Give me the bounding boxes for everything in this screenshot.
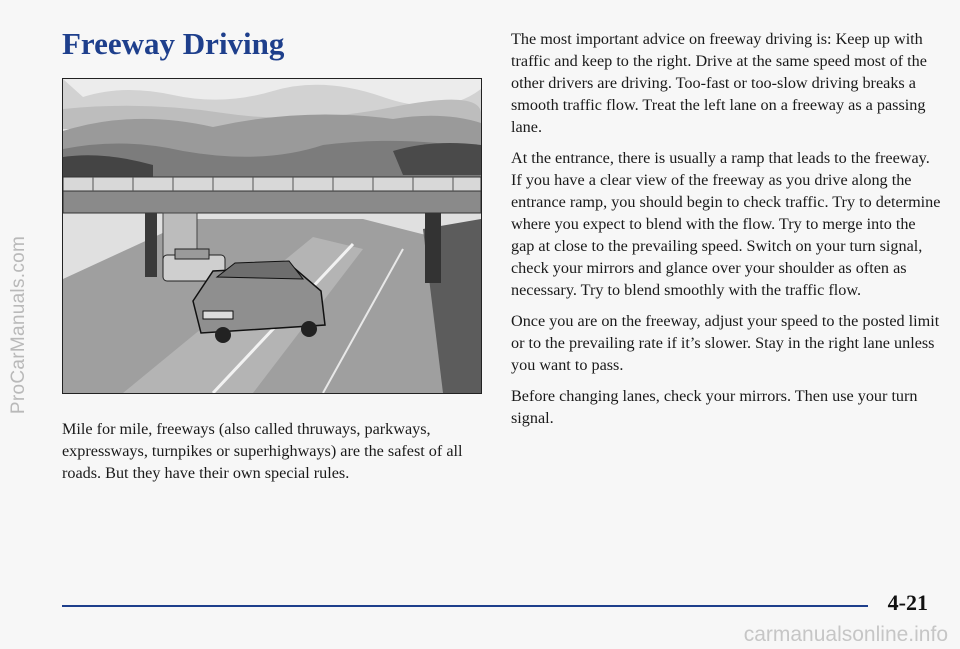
pillar-left [145, 213, 157, 277]
car-near-wheel-left [215, 327, 231, 343]
side-watermark [2, 0, 36, 649]
paragraph-lanes: Before changing lanes, check your mirrors. Then use your turn signal. [511, 387, 918, 427]
right-trees [393, 143, 481, 175]
footer-rule [62, 605, 868, 607]
bridge-railing [63, 177, 481, 191]
car-far-roof [175, 249, 209, 259]
freeway-drawing [63, 79, 481, 393]
freeway-illustration [62, 78, 482, 394]
side-watermark-text: ProCarManuals.com [8, 235, 29, 414]
paragraph-traffic: The most important advice on freeway driving is: Keep up with traffic and keep to the right. Drive at the same speed most of the other drivers are driving. Too-fast or too-slow driving breaks a smooth traffic flow. Treat the left lane on a freeway as a passing lane. [511, 30, 927, 136]
car-near-wheel-right [301, 321, 317, 337]
bridge-deck [63, 191, 481, 213]
pillar-right [425, 213, 441, 283]
car-near-taillight [203, 311, 233, 319]
intro-paragraph: Mile for mile, freeways (also called thruways, parkways, expressways, turnpikes or superhighways) are the safest of all roads. But they have their own special rules. [62, 420, 463, 482]
bottom-watermark: carmanualsonline.info [743, 623, 948, 646]
page-number: 4-21 [887, 590, 928, 615]
paragraph-entrance: At the entrance, there is usually a ramp that leads to the freeway. If you have a clear view of the freeway as you drive along the entrance ramp, you should begin to check traffic. Try to determine where you expect to blend with the flow. Try to merge into the gap at close to the prevailing speed. Switch on your turn signal, check your mirrors and glance over your shoulder as often as necessary. Try to blend smoothly with the traffic flow. [511, 149, 941, 299]
paragraph-speed: Once you are on the freeway, adjust your speed to the posted limit or to the prevailing rate if it’s slower. Stay in the right lane unless you want to pass. [511, 312, 940, 374]
page-title: Freeway Driving [62, 26, 285, 61]
body-column [511, 28, 941, 438]
